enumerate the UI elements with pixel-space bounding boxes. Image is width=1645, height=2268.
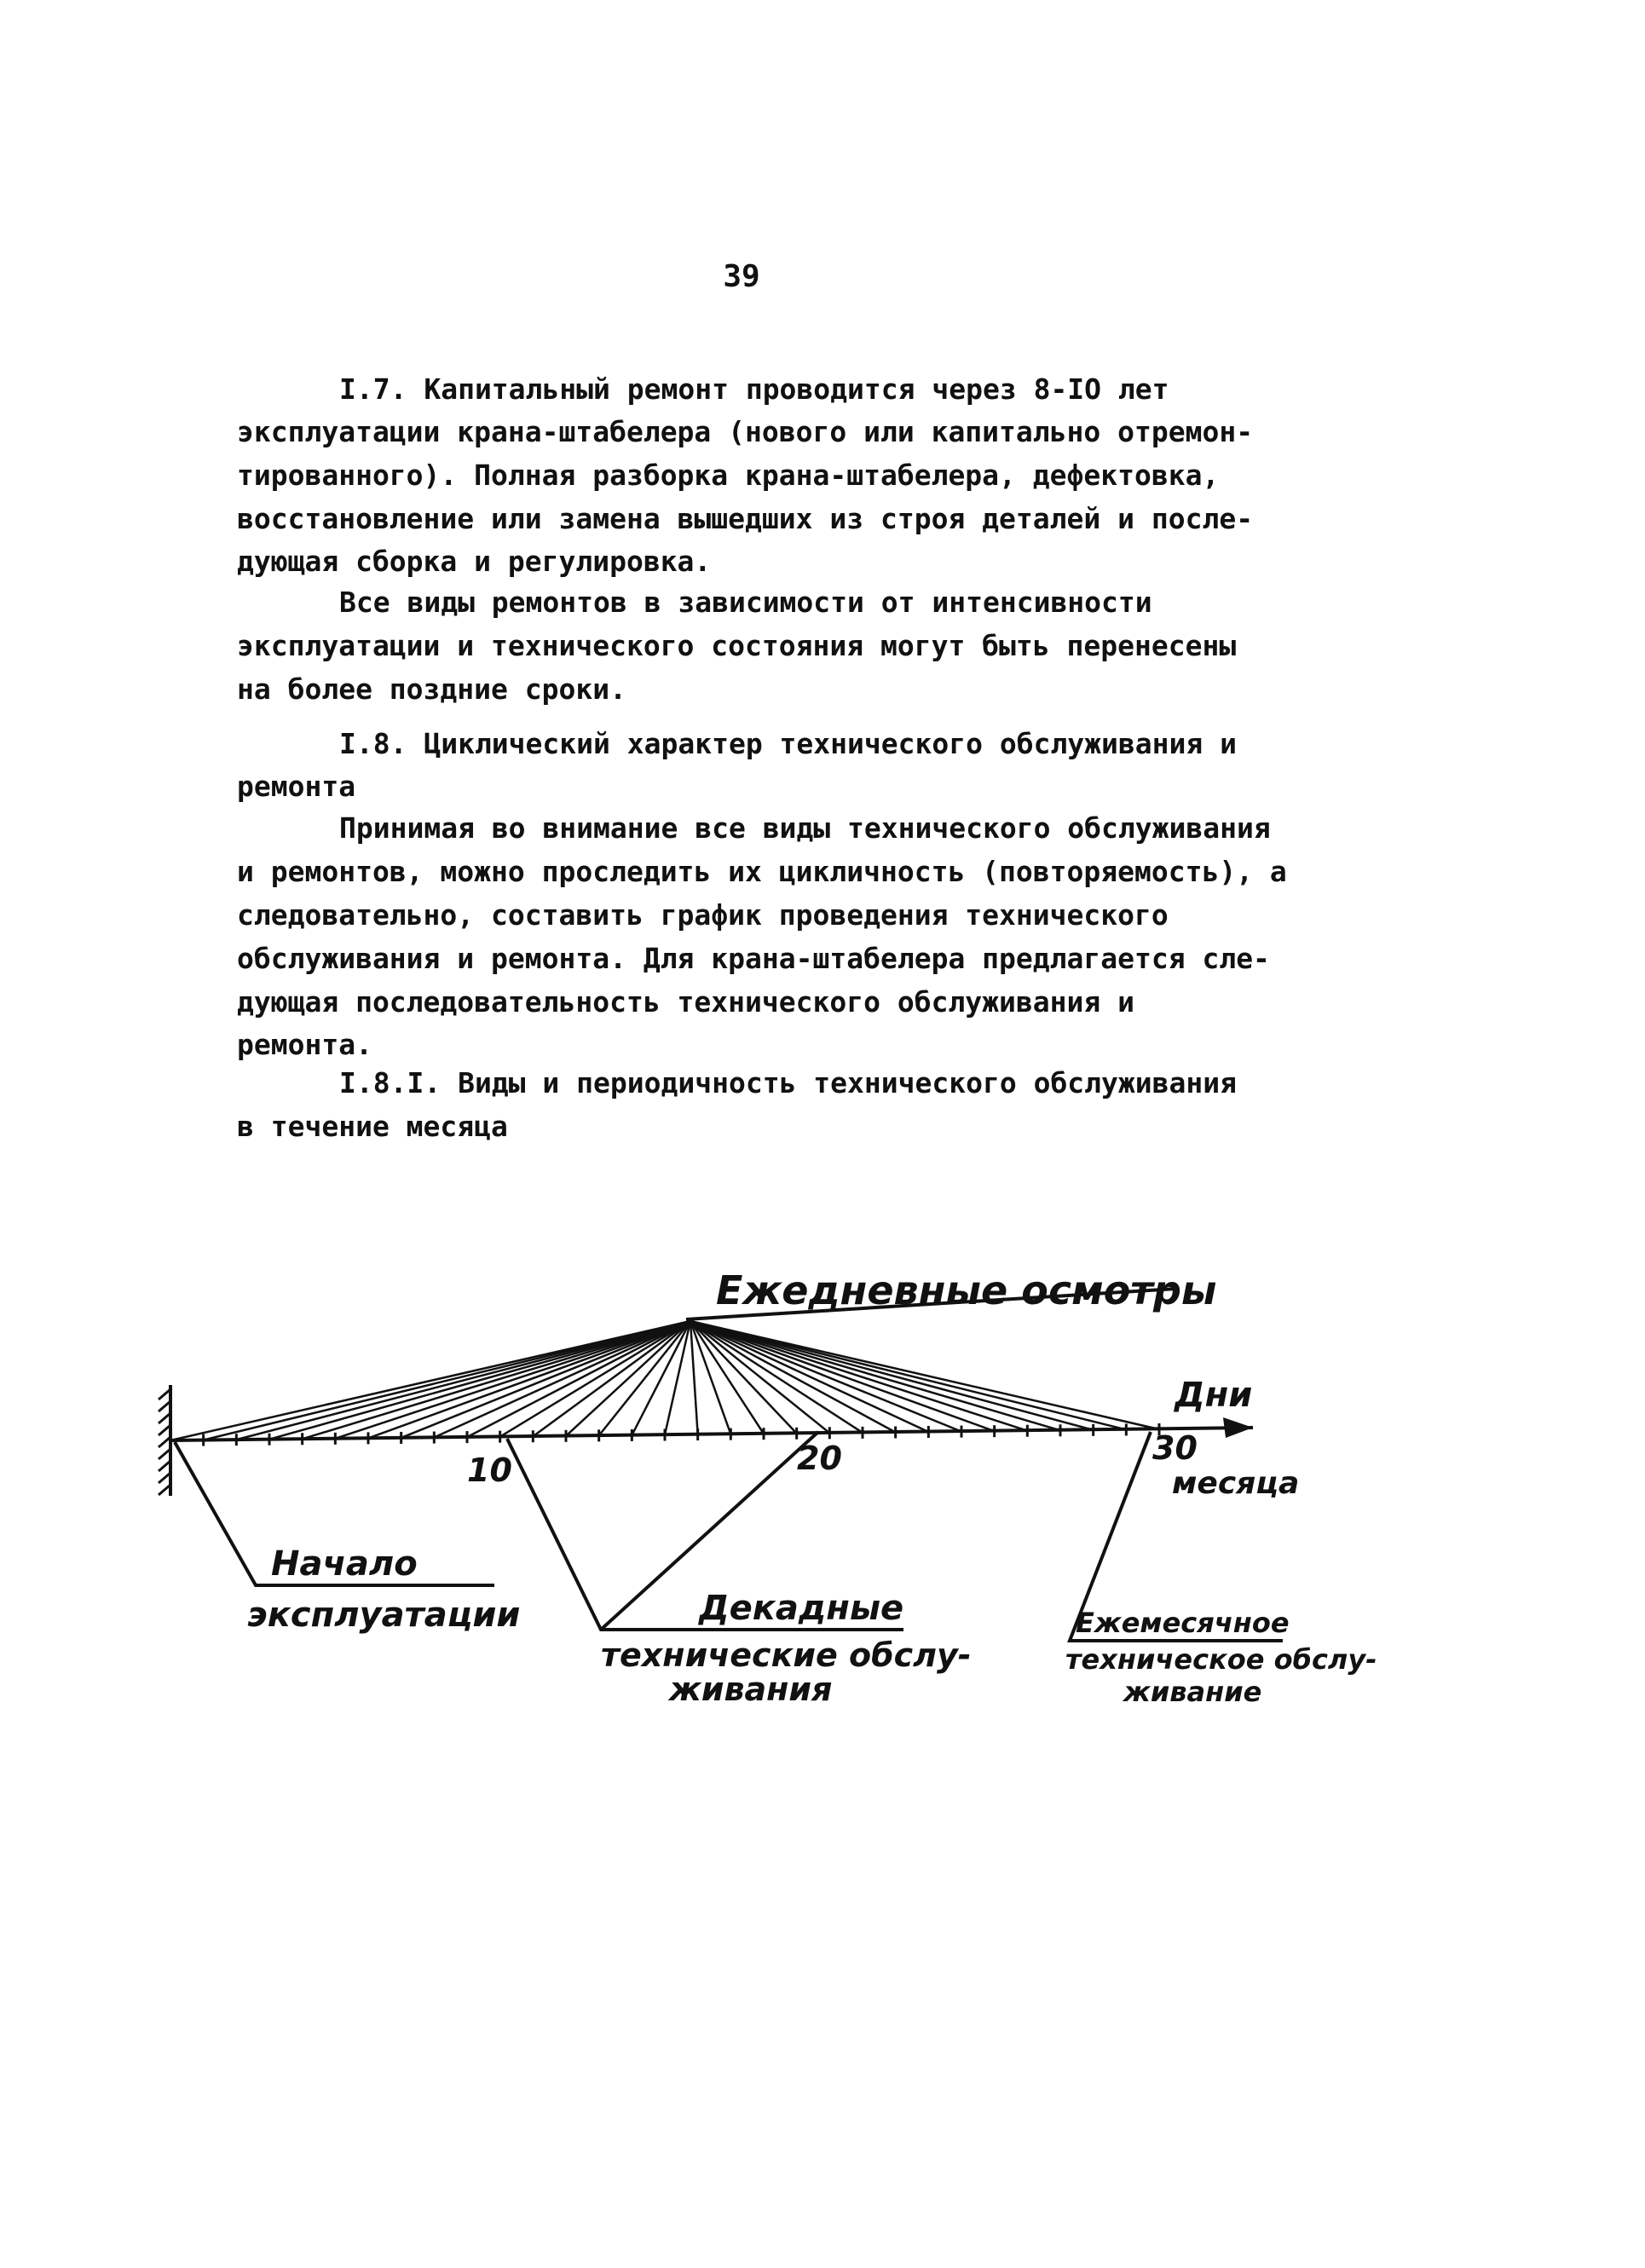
hatch-mark [159,1401,170,1411]
daily-inspection-ray [434,1321,690,1438]
tick-label-20: 20 [797,1440,842,1477]
text-line: следовательно, составить график проведения технического [237,898,1169,932]
decade-label-line3: живания [669,1671,833,1705]
text-line: эксплуатации и технического состояния могут быть перенесены [237,629,1237,662]
text-line: эксплуатации крана-штабелера (нового или капитально отремон- [237,415,1254,448]
text-line: и ремонтов, можно проследить их цикличность (повторяемость), а [237,855,1287,888]
hatch-mark [159,1449,170,1459]
tick-label-10: 10 [467,1451,512,1489]
page-number: 39 [723,259,760,294]
hatch-mark [159,1389,170,1399]
hatch-mark [159,1413,170,1423]
daily-inspection-ray [236,1321,690,1440]
section-heading: I.8.I. Виды и периодичность технического обслуживания [339,1066,1237,1099]
daily-inspection-ray [690,1321,1159,1429]
text-line: восстановление или замена вышедших из строя деталей и после- [237,502,1254,535]
decade-label-line2: технические обслу- [601,1636,972,1674]
monthly-label-line3: живание [1123,1676,1262,1705]
daily-inspection-ray [690,1321,995,1431]
start-label-line2: эксплуатации [247,1596,521,1635]
text-line: на более поздние сроки. [237,672,626,706]
month-label: месяца [1172,1466,1300,1501]
monthly-label-line1: Ежемесячное [1076,1607,1290,1639]
text-line: дующая последовательность технического обслуживания и [237,985,1134,1019]
hatch-mark [159,1485,170,1495]
tick-label-30: 30 [1152,1429,1198,1467]
daily-inspections-label: Ежедневные осмотры [716,1267,1217,1313]
text-line: I.7. Капитальный ремонт проводится через 8-IO лет [339,372,1169,406]
text-line: обслуживания и ремонта. Для крана-штабелера предлагается сле- [237,942,1270,975]
text-line: тированного). Полная разборка крана-штабелера, дефектовка, [237,459,1220,492]
daily-inspection-ray [690,1321,961,1432]
maintenance-timeline-diagram [0,1227,1645,1705]
decade-label-line1: Декадные [699,1589,904,1628]
text-line: ремонта. [237,1028,372,1061]
axis-arrow [1223,1417,1253,1438]
section-heading: в течение месяца [237,1110,508,1143]
hatch-mark [159,1437,170,1447]
axis-label-days: Дни [1175,1376,1253,1415]
text-line: Все виды ремонтов в зависимости от интенсивности [339,586,1152,619]
hatch-mark [159,1461,170,1471]
monthly-label-line2: техническое обслу- [1065,1643,1377,1676]
text-line: дующая сборка и регулировка. [237,545,712,578]
text-line: Принимая во внимание все виды технического обслуживания [339,811,1271,845]
daily-inspection-ray [690,1321,896,1432]
start-label-line1: Начало [271,1544,418,1584]
daily-inspection-ray [690,1321,1126,1429]
daily-inspection-ray [335,1321,690,1439]
daily-inspection-ray [401,1321,690,1438]
section-heading: I.8. Циклический характер технического обслуживания и [339,727,1237,760]
hatch-mark [159,1425,170,1435]
daily-inspection-ray [204,1321,690,1440]
hatch-mark [159,1473,170,1483]
daily-inspection-ray [368,1321,690,1438]
daily-inspection-ray [690,1321,1060,1430]
daily-inspection-ray [690,1321,863,1433]
daily-inspection-ray [170,1321,690,1440]
section-heading: ремонта [237,770,356,803]
